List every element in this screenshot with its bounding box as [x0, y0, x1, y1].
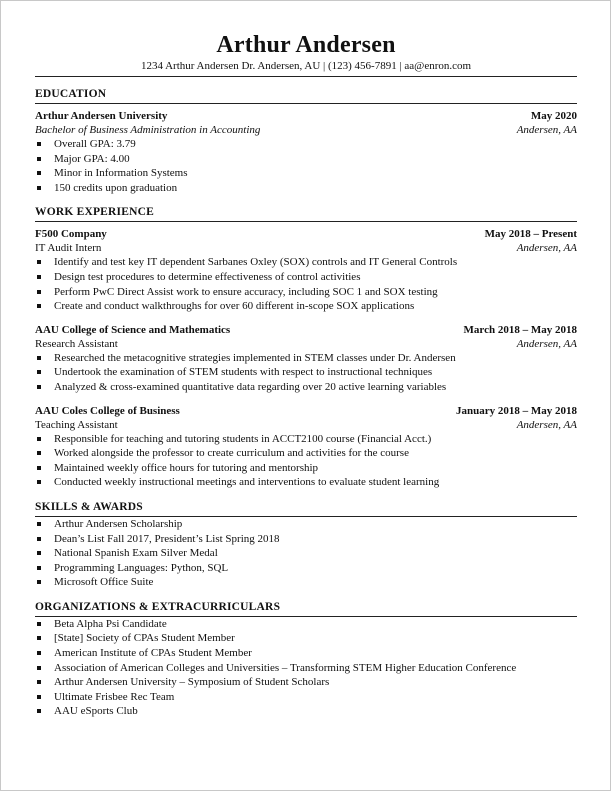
org-name: F500 Company: [35, 228, 107, 241]
degree: Bachelor of Business Administration in Accounting: [35, 124, 261, 136]
list-item: Identify and test key IT dependent Sarbanes Oxley (SOX) controls and IT General Controls: [35, 255, 577, 270]
list-item: Design test procedures to determine effectiveness of control activities: [35, 270, 577, 285]
work-section: [35, 205, 577, 490]
orgs-section: [35, 600, 577, 719]
contact-line: 1234 Arthur Andersen Dr. Andersen, AU | (123) 456-7891 | aa@enron.com: [140, 60, 472, 72]
list-item: Minor in Information Systems: [35, 166, 577, 181]
entry-date: March 2018 – May 2018: [463, 323, 577, 336]
list-item: Microsoft Office Suite: [35, 575, 577, 590]
bullet-list: [35, 517, 577, 590]
list-item: Maintained weekly office hours for tutoring and mentorship: [35, 461, 577, 476]
bullet-list: [35, 432, 577, 490]
job-entry: [35, 404, 577, 490]
list-item: Dean’s List Fall 2017, President’s List Spring 2018: [35, 532, 577, 547]
list-item: Beta Alpha Psi Candidate: [35, 617, 577, 632]
entry-date: January 2018 – May 2018: [456, 404, 577, 417]
education-entry: [35, 109, 577, 195]
bullet-list: [35, 137, 577, 195]
list-item: 150 credits upon graduation: [35, 181, 577, 196]
list-item: Researched the metacognitive strategies implemented in STEM classes under Dr. Andersen: [35, 351, 577, 366]
org-name: AAU College of Science and Mathematics: [35, 323, 231, 336]
entry-date: May 2020: [530, 110, 577, 122]
education-section: [35, 87, 577, 195]
resume-body: [35, 31, 577, 719]
list-item: Ultimate Frisbee Rec Team: [35, 690, 577, 705]
section-title: SKILLS & AWARDS: [35, 500, 577, 517]
list-item: Conducted weekly instructional meetings and interventions to evaluate student learning: [35, 475, 577, 490]
list-item: AAU eSports Club: [35, 704, 577, 719]
list-item: Undertook the examination of STEM students with respect to instructional techniques: [35, 365, 577, 380]
section-title: EDUCATION: [35, 87, 577, 104]
entry-location: Andersen, AA: [516, 337, 577, 350]
school-name: Arthur Andersen University: [35, 110, 168, 122]
list-item: Major GPA: 4.00: [35, 152, 577, 167]
list-item: Responsible for teaching and tutoring students in ACCT2100 course (Financial Acct.): [35, 432, 577, 447]
bullet-list: [35, 351, 577, 395]
entry-location: Andersen, AA: [516, 242, 577, 255]
bullet-list: [35, 255, 577, 313]
entry-location: Andersen, AA: [516, 418, 577, 431]
org-name: AAU Coles College of Business: [35, 404, 180, 417]
list-item: American Institute of CPAs Student Member: [35, 646, 577, 661]
section-title: ORGANIZATIONS & EXTRACURRICULARS: [35, 600, 577, 617]
list-item: Worked alongside the professor to create curriculum and activities for the course: [35, 446, 577, 461]
list-item: Arthur Andersen University – Symposium of Student Scholars: [35, 675, 577, 690]
list-item: Perform PwC Direct Assist work to ensure accuracy, including SOC 1 and SOX testing: [35, 285, 577, 300]
list-item: Overall GPA: 3.79: [35, 137, 577, 152]
list-item: Programming Languages: Python, SQL: [35, 561, 577, 576]
list-item: Association of American Colleges and Universities – Transforming STEM Higher Education Conference: [35, 661, 577, 676]
entry-date: May 2018 – Present: [484, 228, 577, 241]
list-item: [State] Society of CPAs Student Member: [35, 631, 577, 646]
job-role: Teaching Assistant: [35, 418, 118, 431]
list-item: National Spanish Exam Silver Medal: [35, 546, 577, 561]
skills-section: [35, 500, 577, 590]
list-item: Analyzed & cross-examined quantitative data regarding over 20 active learning variables: [35, 380, 577, 395]
job-role: IT Audit Intern: [35, 242, 102, 255]
header-divider: [35, 76, 577, 77]
entry-location: Andersen, AA: [516, 124, 577, 136]
list-item: Create and conduct walkthroughs for over 60 different in-scope SOX applications: [35, 299, 577, 314]
resume-name: Arthur Andersen: [216, 32, 396, 58]
list-item: Arthur Andersen Scholarship: [35, 517, 577, 532]
job-entry: [35, 323, 577, 395]
section-title: WORK EXPERIENCE: [35, 205, 577, 222]
bullet-list: [35, 617, 577, 719]
job-role: Research Assistant: [35, 337, 118, 350]
job-entry: [35, 227, 577, 313]
